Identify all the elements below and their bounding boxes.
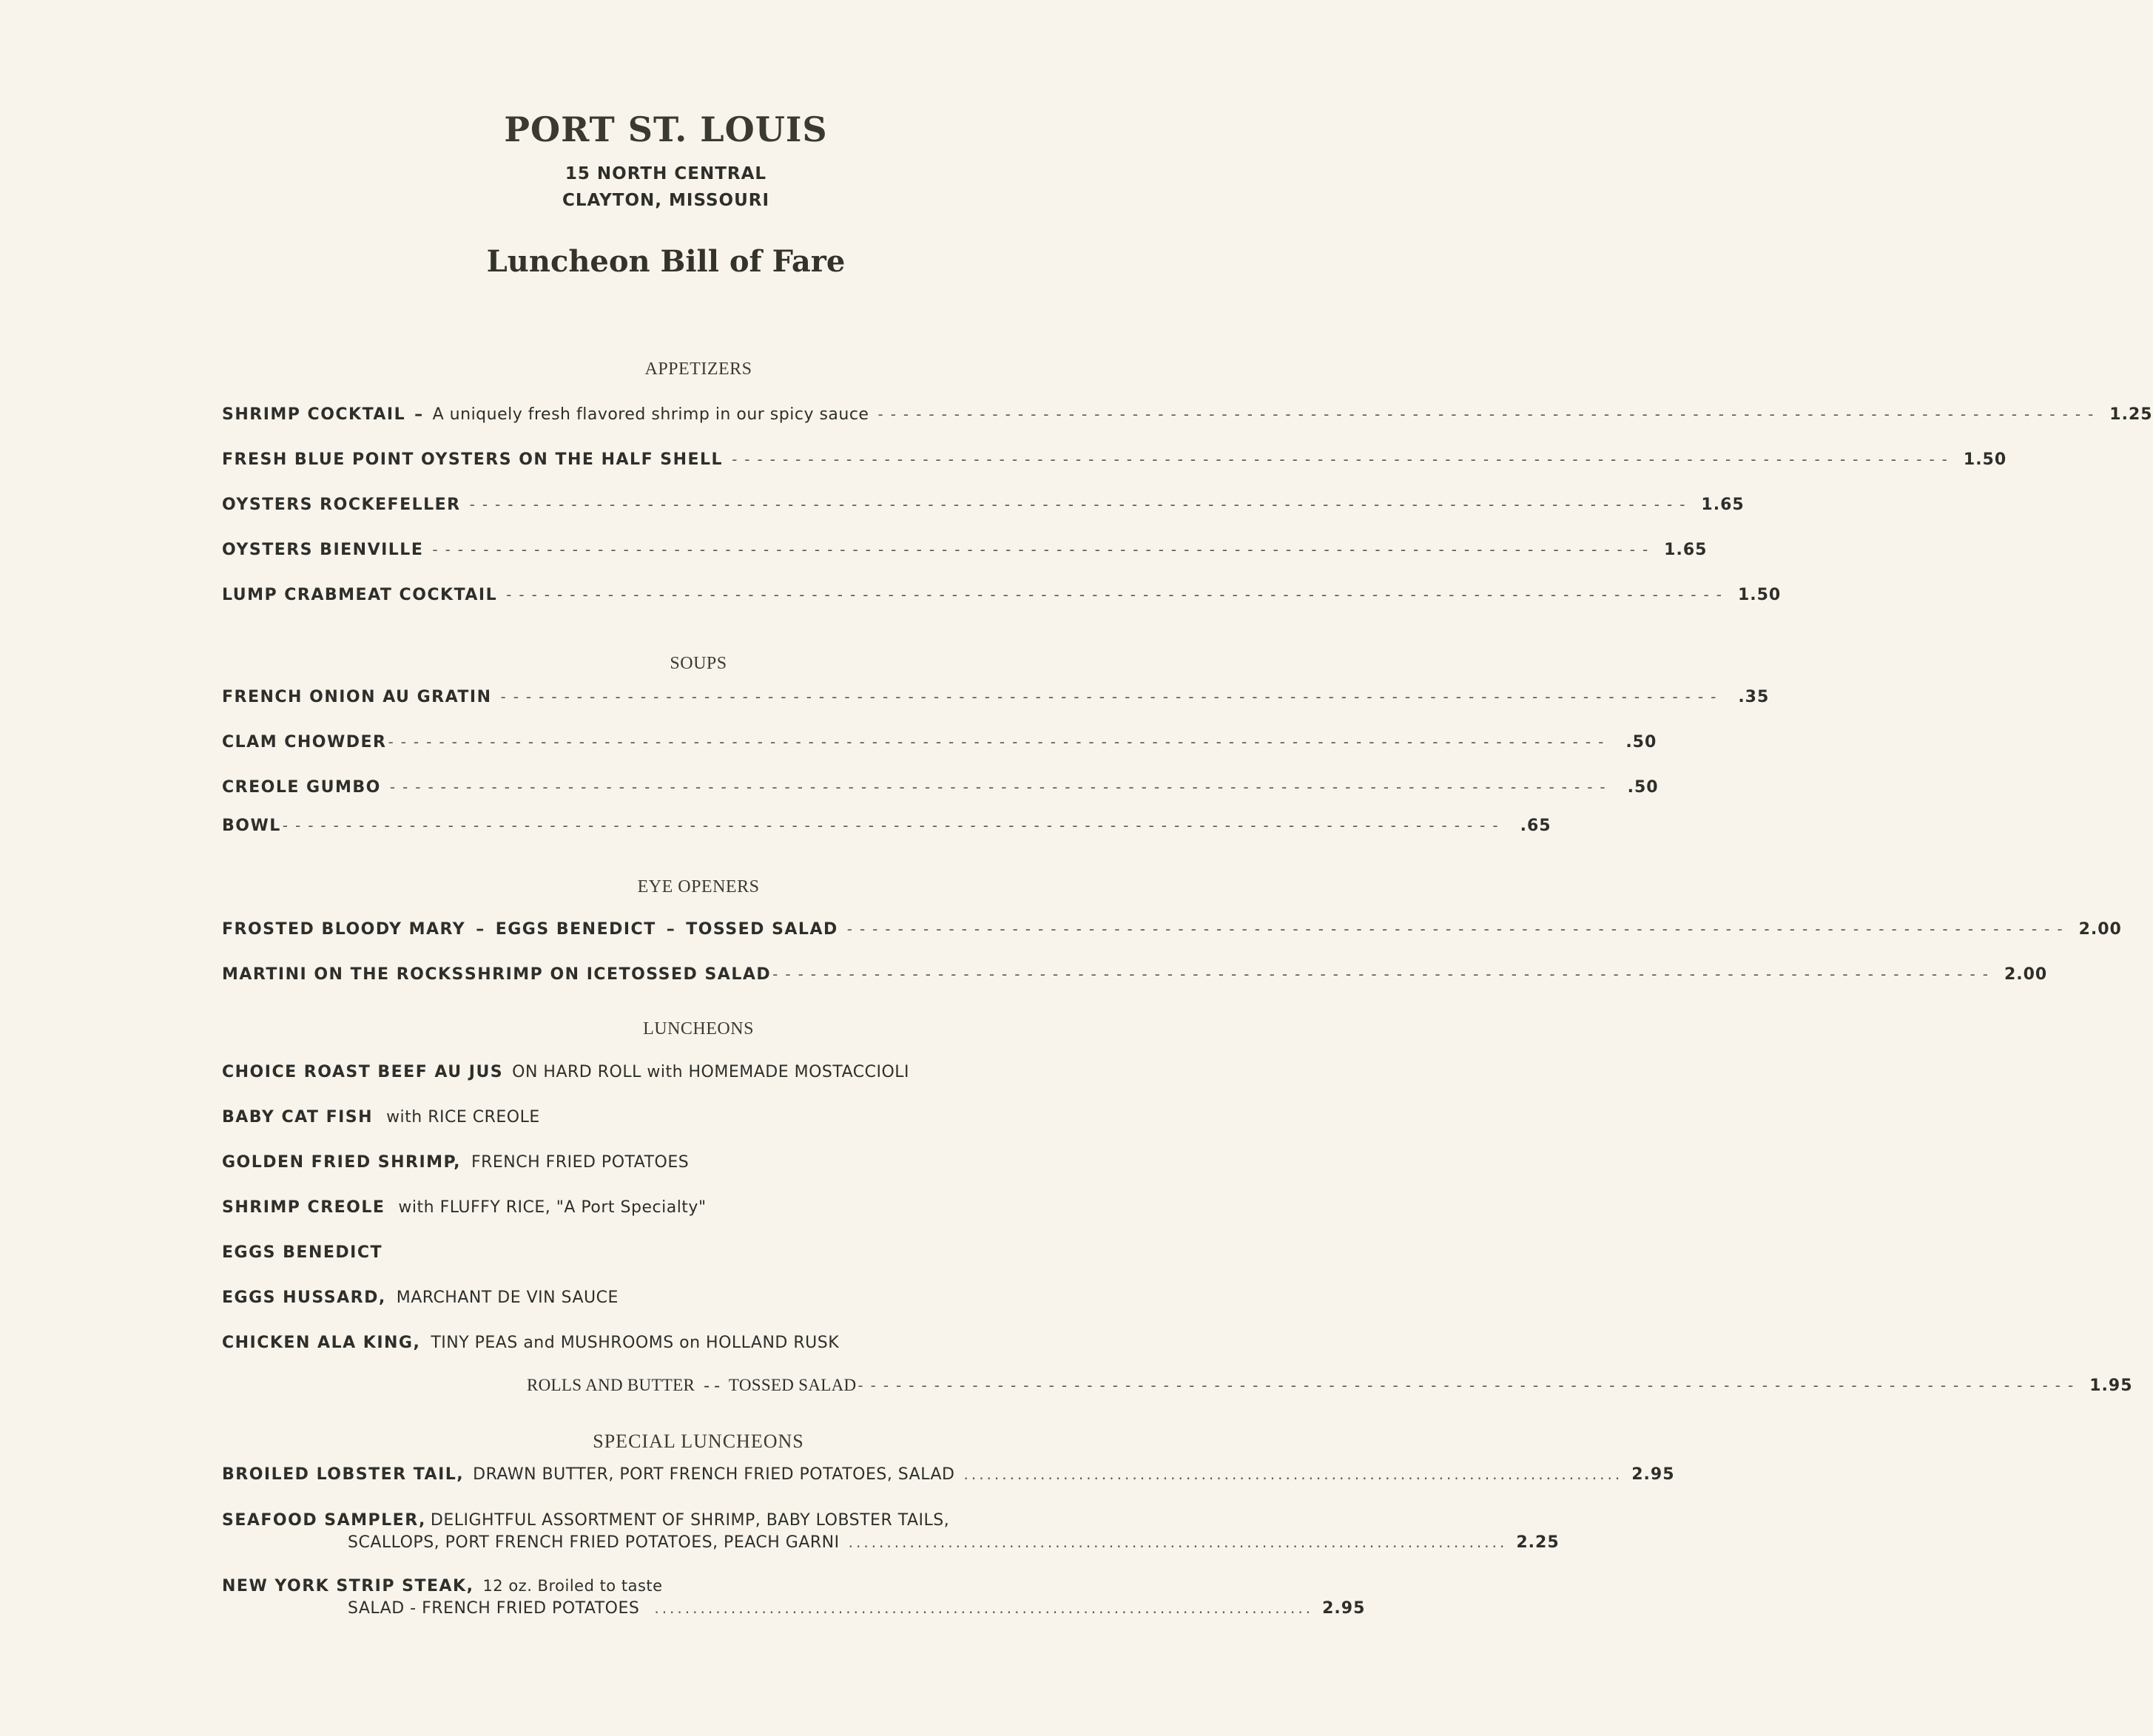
item-name: OYSTERS ROCKEFELLER: [222, 496, 461, 514]
dash-leader: ------------------------------------------------------------------------------------------------: [500, 688, 1724, 706]
item-price: 2.95: [1322, 1599, 1366, 1618]
dash-leader: ------------------------------------------------------------------------------------------------: [389, 778, 1613, 796]
dash-leader: ------------------------------------------------------------------------------------------------: [772, 965, 1995, 983]
dash-leader: ------------------------------------------------------------------------------------------------: [282, 817, 1506, 834]
menu-item: [222, 541, 1708, 566]
item-description: ON HARD ROLL with HOMEMADE MOSTACCIOLI: [512, 1063, 910, 1081]
section-heading-appetizers: APPETIZERS: [644, 359, 752, 379]
item-price: 1.95: [2089, 1377, 2133, 1395]
item-description: DRAWN BUTTER, PORT FRENCH FRIED POTATOES, SALAD: [473, 1465, 955, 1484]
item-name: SHRIMP COCKTAIL: [222, 405, 406, 424]
dot-leader: ......................................................................................: [848, 1533, 1508, 1551]
section-heading-special-luncheons: SPECIAL LUNCHEONS: [593, 1431, 804, 1452]
dash-leader: ------------------------------------------------------------------------------------------------: [388, 733, 1611, 751]
menu-item: [222, 1511, 1168, 1536]
section-heading-luncheons: LUNCHEONS: [643, 1019, 754, 1038]
item-name: NEW YORK STRIP STEAK,: [222, 1577, 474, 1595]
item-name: FROSTED BLOODY MARY: [222, 920, 466, 939]
item-description: TINY PEAS and MUSHROOMS on HOLLAND RUSK: [431, 1334, 840, 1352]
item-description: SALAD - FRENCH FRIED POTATOES: [348, 1599, 640, 1618]
dash-leader: ------------------------------------------------------------------------------------------------: [469, 496, 1693, 513]
sides-text: ROLLS AND BUTTER - - TOSSED SALAD: [527, 1376, 857, 1394]
item-name: GOLDEN FRIED SHRIMP,: [222, 1153, 461, 1172]
menu-item: [222, 1108, 1168, 1133]
bill-title: Luncheon Bill of Fare: [486, 244, 846, 279]
dot-leader: ......................................................................................: [654, 1599, 1314, 1617]
dash-leader: ------------------------------------------------------------------------------------------------: [846, 920, 2070, 938]
menu-item: [222, 586, 1782, 611]
item-price: .50: [1625, 733, 1657, 752]
dash-leader: ------------------------------------------------------------------------------------------------: [432, 541, 1656, 558]
menu-item: [222, 496, 1745, 521]
section-heading-soups: SOUPS: [670, 654, 727, 673]
menu-item-continuation: [222, 1599, 1366, 1624]
item-price: 2.00: [2078, 920, 2122, 939]
item-name: SHRIMP ON ICE: [464, 965, 619, 984]
item-description: DELIGHTFUL ASSORTMENT OF SHRIMP, BABY LOBSTER TAILS,: [430, 1511, 950, 1530]
item-name: TOSSED SALAD: [619, 965, 772, 984]
item-price: 1.65: [1701, 496, 1745, 514]
dash-leader: ------------------------------------------------------------------------------------------------: [858, 1377, 2081, 1394]
item-separator: –: [666, 920, 676, 939]
item-name: CLAM CHOWDER: [222, 733, 387, 752]
menu-item: [222, 778, 1659, 803]
item-name: BABY CAT FISH: [222, 1108, 374, 1127]
item-name: EGGS HUSSARD,: [222, 1289, 386, 1307]
item-name: CREOLE GUMBO: [222, 778, 381, 797]
restaurant-name: PORT ST. LOUIS: [504, 109, 828, 149]
menu-item: [222, 965, 2048, 990]
menu-item: [222, 1243, 1168, 1269]
menu-item: [222, 920, 2122, 945]
menu-item: [222, 1198, 1168, 1223]
item-name: BROILED LOBSTER TAIL,: [222, 1465, 465, 1484]
item-description: FRENCH FRIED POTATOES: [471, 1153, 690, 1172]
item-name: OYSTERS BIENVILLE: [222, 541, 424, 559]
menu-item: [222, 733, 1657, 758]
item-description: A uniquely fresh flavored shrimp in our spicy sauce: [432, 405, 869, 424]
item-name: BOWL: [222, 817, 281, 835]
dash-leader: ------------------------------------------------------------------------------------------------: [732, 450, 1955, 468]
menu-item: [222, 817, 1551, 842]
luncheon-sides: [527, 1376, 2133, 1401]
menu-item: [222, 405, 2153, 430]
item-price: 2.25: [1516, 1533, 1560, 1552]
menu-item: [222, 1465, 1675, 1490]
address-line-2: CLAYTON, MISSOURI: [562, 191, 770, 210]
item-description: MARCHANT DE VIN SAUCE: [396, 1289, 619, 1307]
item-name: CHOICE ROAST BEEF AU JUS: [222, 1063, 504, 1081]
item-price: 1.50: [1737, 586, 1782, 604]
menu-item: [222, 1289, 1168, 1314]
dash-leader: ------------------------------------------------------------------------------------------------: [506, 586, 1729, 604]
item-price: .65: [1520, 817, 1551, 835]
item-price: 2.95: [1631, 1465, 1675, 1484]
menu-item: [222, 688, 1770, 713]
menu-item: [222, 1153, 1168, 1178]
item-price: .50: [1627, 778, 1659, 797]
item-price: 1.65: [1664, 541, 1708, 559]
item-separator: –: [476, 920, 485, 939]
item-name: SHRIMP CREOLE: [222, 1198, 385, 1217]
item-description: 12 oz. Broiled to taste: [482, 1577, 663, 1595]
address-line-1: 15 NORTH CENTRAL: [565, 164, 767, 183]
menu-item: [222, 1063, 1168, 1088]
item-price: 1.50: [1963, 450, 2007, 469]
item-name: CHICKEN ALA KING,: [222, 1334, 421, 1352]
dash-leader: ------------------------------------------------------------------------------------------------: [877, 405, 2101, 423]
item-name: MARTINI ON THE ROCKS: [222, 965, 465, 984]
item-price: 2.00: [2004, 965, 2048, 984]
item-name: FRESH BLUE POINT OYSTERS ON THE HALF SHELL: [222, 450, 724, 469]
item-description: with RICE CREOLE: [386, 1108, 540, 1127]
item-name: LUMP CRABMEAT COCKTAIL: [222, 586, 498, 604]
item-name: SEAFOOD SAMPLER,: [222, 1511, 426, 1530]
item-description: SCALLOPS, PORT FRENCH FRIED POTATOES, PEACH GARNI: [348, 1533, 840, 1552]
item-price: 1.25: [2109, 405, 2153, 424]
section-heading-eye-openers: EYE OPENERS: [637, 877, 760, 896]
item-name: FRENCH ONION AU GRATIN: [222, 688, 492, 706]
item-name: EGGS BENEDICT: [222, 1243, 383, 1262]
menu-item: [222, 1577, 1168, 1602]
item-separator: –: [414, 405, 424, 424]
item-description: with FLUFFY RICE, "A Port Specialty": [398, 1198, 707, 1217]
item-name: EGGS BENEDICT: [495, 920, 656, 939]
menu-item: [222, 450, 2007, 476]
item-name: TOSSED SALAD: [686, 920, 838, 939]
item-price: .35: [1738, 688, 1770, 706]
dot-leader: ......................................................................................: [963, 1465, 1623, 1483]
menu-item-continuation: [222, 1533, 1560, 1558]
menu-item: [222, 1334, 1168, 1359]
